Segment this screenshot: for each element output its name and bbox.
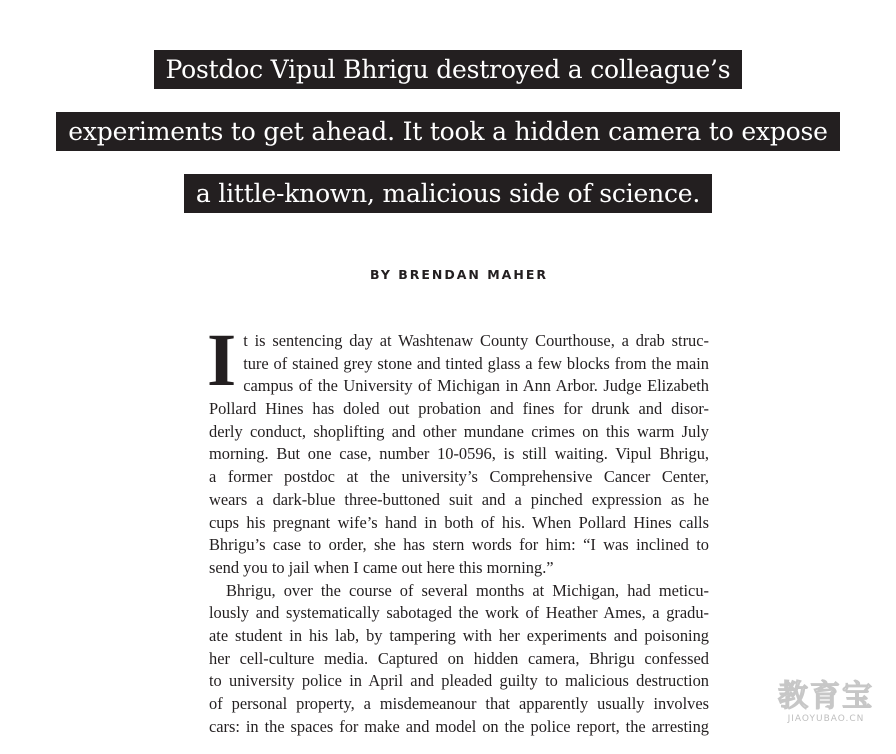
text-line: morning. But one case, number 10-0596, is still waiting. Vipul Bhrigu, bbox=[209, 444, 709, 464]
text-line: Bhrigu, over the course of several months at Michigan, had meticu- bbox=[226, 580, 709, 600]
text-line: send you to jail when I came out here this morning.” bbox=[209, 557, 554, 577]
headline-line-3 bbox=[0, 174, 896, 213]
text-line: wears a dark-blue three-buttoned suit and a pinched expression as he bbox=[209, 489, 709, 509]
text-line: campus of the University of Michigan in Ann Arbor. Judge Elizabeth bbox=[243, 376, 709, 396]
text-line: t is sentencing day at Washtenaw County Courthouse, a drab struc- bbox=[243, 331, 709, 350]
byline: BY BRENDAN MAHER bbox=[369, 267, 548, 282]
text-line: Pollard Hines has doled out probation and fines for drunk and disor- bbox=[209, 399, 709, 419]
drop-cap: I bbox=[207, 319, 237, 402]
watermark-logo bbox=[778, 680, 874, 724]
text-line: ate student in his lab, by tampering with her experiments and poisoning bbox=[209, 625, 709, 645]
headline-text-3: a little-known, malicious side of science. bbox=[184, 174, 712, 213]
headline-text-1: Postdoc Vipul Bhrigu destroyed a colleague’s bbox=[154, 50, 743, 89]
watermark-url: JIAOYUBAO.CN bbox=[787, 714, 865, 724]
article-body bbox=[207, 319, 709, 738]
headline-line-2 bbox=[0, 112, 896, 151]
headline-text-2: experiments to get ahead. It took a hidden camera to expose bbox=[56, 112, 839, 151]
text-line: cars: in the spaces for make and model on the police report, the arresting bbox=[209, 716, 709, 736]
text-line: of personal property, a misdemeanour that apparently usually involves bbox=[209, 694, 709, 713]
text-line: derly conduct, shoplifting and other mundane crimes on this warm July bbox=[209, 421, 709, 441]
text-line: to university police in April and pleaded guilty to malicious destruction bbox=[209, 671, 709, 691]
text-line: a former postdoc at the university’s Comprehensive Cancer Center, bbox=[209, 467, 709, 487]
text-line: lously and systematically sabotaged the work of Heather Ames, a gradu- bbox=[209, 603, 709, 623]
watermark-chinese: 教育宝 bbox=[778, 679, 874, 714]
headline-line-1 bbox=[0, 50, 896, 89]
paragraph-1 bbox=[207, 319, 709, 580]
paragraph-2 bbox=[209, 580, 709, 739]
text-line: cups his pregnant wife’s hand in both of his. When Pollard Hines calls bbox=[209, 512, 709, 532]
text-line: her cell-culture media. Captured on hidden camera, Bhrigu confessed bbox=[209, 648, 709, 668]
text-line: ture of stained grey stone and tinted glass a few blocks from the main bbox=[243, 353, 709, 373]
text-line: Bhrigu’s case to order, she has stern words for him: “I was inclined to bbox=[209, 535, 709, 555]
